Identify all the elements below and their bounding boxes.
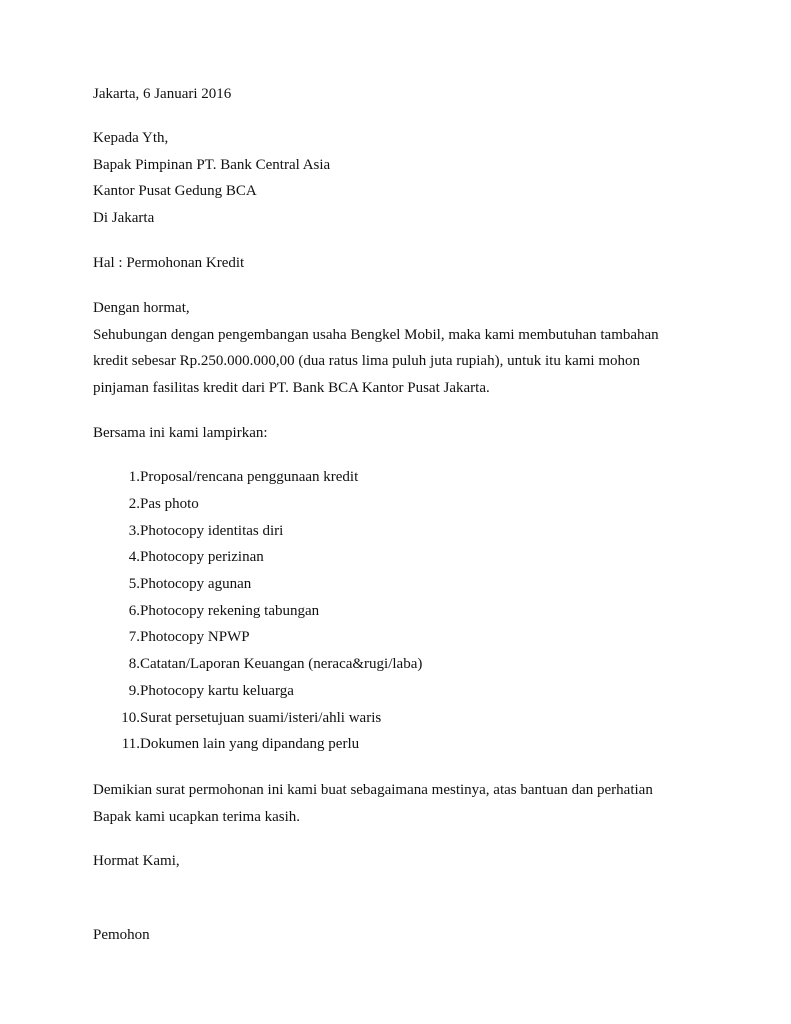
list-number: 3. (128, 523, 140, 539)
recipient-name: Bapak Pimpinan PT. Bank Central Asia (93, 157, 331, 173)
list-item (116, 468, 359, 486)
list-text: Pas photo (140, 496, 199, 512)
list-item (116, 682, 294, 700)
list-text: Proposal/rencana penggunaan kredit (140, 469, 359, 485)
list-item (116, 522, 284, 540)
list-item (116, 548, 264, 566)
list-number: 6. (128, 603, 140, 619)
recipient-greeting: Kepada Yth, (93, 130, 169, 146)
list-text: Photocopy perizinan (140, 549, 264, 565)
body-line-2: kredit sebesar Rp.250.000.000,00 (dua ratus lima puluh juta rupiah), untuk itu kami mohon (93, 353, 640, 369)
list-item (116, 495, 199, 513)
list-number: 1. (128, 469, 140, 485)
list-text: Photocopy identitas diri (140, 523, 284, 539)
list-text: Photocopy NPWP (140, 629, 250, 645)
place-date: Jakarta, 6 Januari 2016 (93, 86, 232, 102)
list-item (116, 602, 320, 620)
list-text: Photocopy kartu keluarga (140, 683, 294, 699)
list-number: 8. (128, 656, 140, 672)
sign-off: Hormat Kami, (93, 853, 180, 869)
salutation: Dengan hormat, (93, 300, 190, 316)
list-text: Photocopy agunan (140, 576, 252, 592)
list-text: Surat persetujuan suami/isteri/ahli waris (140, 710, 382, 726)
signer: Pemohon (93, 927, 150, 943)
list-item (116, 735, 360, 753)
list-number: 4. (128, 549, 140, 565)
list-number: 2. (128, 496, 140, 512)
list-number: 9. (128, 683, 140, 699)
list-number: 11. (121, 736, 140, 752)
list-item (116, 655, 423, 673)
closing-line-1: Demikian surat permohonan ini kami buat sebagaimana mestinya, atas bantuan dan perhatian (93, 782, 653, 798)
subject-line: Hal : Permohonan Kredit (93, 255, 245, 271)
body-line-3: pinjaman fasilitas kredit dari PT. Bank BCA Kantor Pusat Jakarta. (93, 380, 490, 396)
closing-line-2: Bapak kami ucapkan terima kasih. (93, 809, 301, 825)
recipient-office: Kantor Pusat Gedung BCA (93, 183, 257, 199)
list-item (116, 709, 382, 727)
list-number: 7. (128, 629, 140, 645)
body-line-1: Sehubungan dengan pengembangan usaha Bengkel Mobil, maka kami membutuhan tambahan (93, 327, 659, 343)
list-text: Photocopy rekening tabungan (140, 603, 320, 619)
recipient-city: Di Jakarta (93, 210, 155, 226)
list-text: Catatan/Laporan Keuangan (neraca&rugi/laba) (140, 656, 423, 672)
attachments-intro: Bersama ini kami lampirkan: (93, 425, 268, 441)
list-text: Dokumen lain yang dipandang perlu (140, 736, 360, 752)
list-item (116, 628, 250, 646)
list-number: 10. (121, 710, 140, 726)
list-number: 5. (128, 576, 140, 592)
list-item (116, 575, 252, 593)
